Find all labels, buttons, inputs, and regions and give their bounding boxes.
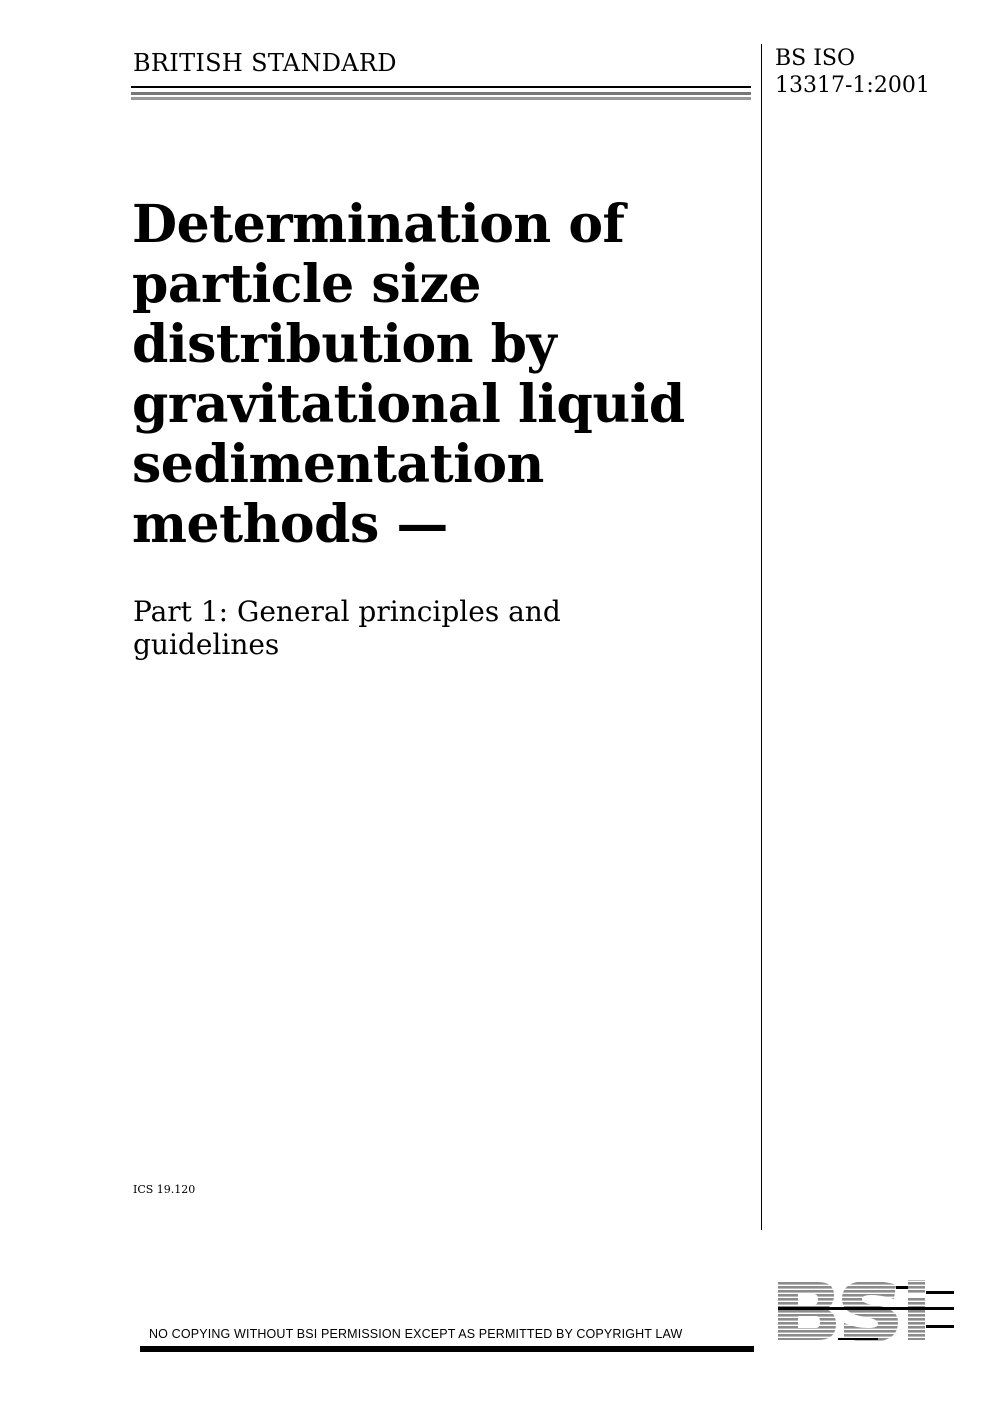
subtitle-line: Part 1: General principles and	[133, 595, 561, 628]
title-line: particle size	[132, 254, 481, 315]
standard-number-line-2: 13317-1:2001	[775, 73, 930, 98]
title-line: methods —	[132, 494, 448, 555]
document-title	[132, 195, 742, 555]
subtitle-line: guidelines	[133, 628, 280, 661]
header-rule	[131, 86, 751, 100]
standard-number	[775, 45, 930, 99]
header-rule-gray-2	[131, 97, 751, 100]
title-line: Determination of	[132, 194, 625, 255]
title-line: distribution by	[132, 314, 557, 375]
standard-number-line-1: BS ISO	[775, 46, 856, 71]
ics-code: ICS 19.120	[133, 1183, 196, 1196]
header-rule-gray-1	[131, 92, 751, 95]
title-line: sedimentation	[132, 434, 544, 495]
vertical-divider	[761, 44, 762, 1230]
document-type-label: BRITISH STANDARD	[133, 49, 397, 77]
title-line: gravitational liquid	[132, 374, 685, 435]
footer-rule	[140, 1346, 754, 1352]
copyright-notice: NO COPYING WITHOUT BSI PERMISSION EXCEPT AS PERMITTED BY COPYRIGHT LAW	[149, 1327, 683, 1341]
header-rule-black	[131, 86, 751, 88]
bsi-logo	[776, 1278, 956, 1344]
document-subtitle	[133, 595, 653, 661]
